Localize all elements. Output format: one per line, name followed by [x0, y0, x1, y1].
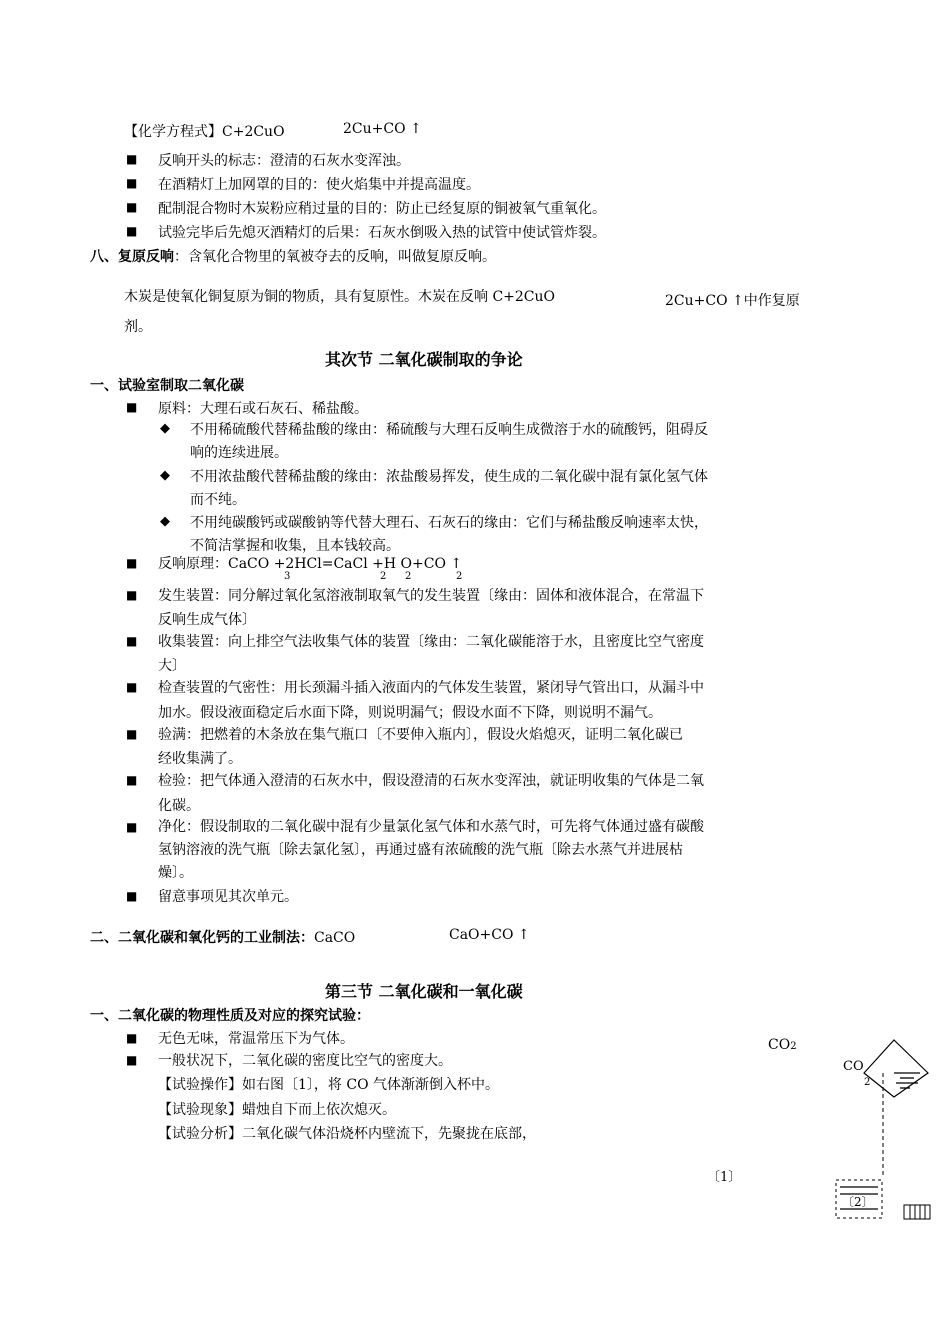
- para-line1: 木炭是使氧化铜复原为铜的物质，具有复原性。木炭在反响 C+2CuO: [124, 289, 556, 305]
- experiment-phenomenon: 【试验现象】蜡烛自下而上依次熄灭。: [158, 1102, 396, 1118]
- bullet-icon: ■: [126, 400, 138, 414]
- para-line1-right: 2Cu+CO ↑中作复原: [665, 293, 800, 309]
- bullet-icon: ■: [126, 556, 138, 570]
- purify-line: 氢钠溶液的洗气瓶〔除去氯化氢〕，再通过盛有浓硫酸的洗气瓶〔除去水蒸气并进展枯: [158, 842, 683, 858]
- collect-line: 大〕: [158, 658, 186, 674]
- heading2-formula: CaCO: [314, 930, 356, 946]
- purify-line: 燥〕。: [158, 865, 193, 881]
- purify-line: 净化：假设制取的二氧化碳中混有少量氯化氢气体和水蒸气时，可先将气体通过盛有碳酸: [158, 819, 704, 835]
- bullet-icon: ■: [126, 200, 138, 214]
- para-line2: 剂。: [124, 319, 152, 335]
- section8-num: 八、: [90, 249, 118, 265]
- bullet-text: 配制混合物时木炭粉应稍过量的目的：防止已经复原的铜被氧气重氧化。: [158, 201, 606, 217]
- section3-heading1: 一、二氧化碳的物理性质及对应的探究试验：: [90, 1008, 370, 1024]
- device-line: 发生装置：同分解过氧化氢溶液制取氧气的发生装置〔缘由：固体和液体混合，在常温下: [158, 588, 704, 604]
- bullet-text: 在酒精灯上加网罩的目的：使火焰集中并提高温度。: [158, 177, 480, 193]
- device-line: 反响生成气体〕: [158, 612, 256, 628]
- bullet-icon: ■: [126, 1031, 138, 1045]
- bullet-icon: ■: [126, 820, 138, 834]
- equation-product: 2Cu+CO ↑: [343, 121, 422, 137]
- bullet-icon: ■: [126, 773, 138, 787]
- reason-line: 而不纯。: [190, 492, 246, 508]
- reason-line: 不简洁掌握和收集，且本钱较高。: [190, 538, 400, 554]
- diamond-icon: ◆: [160, 514, 170, 529]
- collect-line: 收集装置：向上排空气法收集气体的装置〔缘由：二氧化碳能溶于水，且密度比空气密度: [158, 634, 704, 650]
- bullet-icon: ■: [126, 1053, 138, 1067]
- check-line: 检查装置的气密性：用长颈漏斗插入液面内的气体发生装置，紧闭导气管出口，从漏斗中: [158, 680, 704, 696]
- diamond-icon: ◆: [160, 468, 170, 483]
- section8-text: ：含氧化合物里的氧被夺去的反响，叫做复原反响。: [174, 249, 496, 265]
- reaction-principle: 反响原理：CaCO +2HCl=CaCl +H O+CO ↑: [158, 556, 463, 572]
- subscript: 2: [405, 571, 412, 582]
- section2-heading1: 一、试验室制取二氧化碳: [90, 378, 244, 394]
- bullet-text: 反响开头的标志：澄清的石灰水变浑浊。: [158, 153, 410, 169]
- test-line: 检验：把气体通入澄清的石灰水中，假设澄清的石灰水变浑浊，就证明收集的气体是二氧: [158, 773, 704, 789]
- bullet-icon: ■: [126, 634, 138, 648]
- section8-heading: [90, 246, 496, 266]
- heading2-product: CaO+CO ↑: [449, 927, 530, 943]
- check-line: 加水。假设液面稳定后水面下降，则说明漏气；假设水面不下降，则说明不漏气。: [158, 705, 662, 721]
- subscript: 2: [380, 571, 387, 582]
- subscript: 3: [284, 571, 291, 582]
- figure-label-1: 〔1〕: [707, 1170, 742, 1185]
- reason-line: 不用稀硫酸代替稀盐酸的缘由：稀硫酸与大理石反响生成微溶于水的硫酸钙，阻碍反: [190, 422, 708, 438]
- bullet-text: 试验完毕后先熄灭酒精灯的后果：石灰水倒吸入热的试管中使试管炸裂。: [158, 225, 606, 241]
- note: 留意事项见其次单元。: [158, 889, 298, 905]
- reason-line: 响的连续进展。: [190, 445, 288, 461]
- test-line: 化碳。: [158, 798, 200, 814]
- raw-material: 原料：大理石或石灰石、稀盐酸。: [158, 401, 368, 417]
- experiment-op: 【试验操作】如右图〔1〕，将 CO 气体渐渐倒入杯中。: [158, 1077, 499, 1093]
- figure-co-subscript: 2: [864, 1077, 871, 1088]
- full-line: 经收集满了。: [158, 751, 242, 767]
- section8-title: 复原反响: [118, 249, 174, 265]
- figure-co-label: CO: [843, 1059, 864, 1074]
- bullet-icon: ■: [126, 889, 138, 903]
- bullet-icon: ■: [126, 152, 138, 166]
- section3-title: 第三节 二氧化碳和一氧化碳: [325, 982, 523, 1001]
- section2-title: 其次节 二氧化碳制取的争论: [325, 350, 523, 369]
- bullet-icon: ■: [126, 680, 138, 694]
- equation-label: 【化学方程式】C+2CuO: [124, 124, 285, 140]
- heading2-text: 二、二氧化碳和氧化钙的工业制法：: [90, 930, 314, 946]
- subscript: 2: [456, 571, 463, 582]
- figure-co2-label: CO2: [768, 1037, 797, 1053]
- full-line: 验满：把燃着的木条放在集气瓶口〔不要伸入瓶内〕，假设火焰熄灭，证明二氧化碳已: [158, 727, 683, 743]
- bullet-icon: ■: [126, 176, 138, 190]
- bullet-icon: ■: [126, 727, 138, 741]
- bullet-icon: ■: [126, 588, 138, 602]
- diamond-icon: ◆: [160, 421, 170, 436]
- property-line: 一般状况下，二氧化碳的密度比空气的密度大。: [158, 1053, 452, 1069]
- reason-line: 不用浓盐酸代替稀盐酸的缘由：浓盐酸易挥发，使生成的二氧化碳中混有氯化氢气体: [190, 469, 708, 485]
- property-line: 无色无味，常温常压下为气体。: [158, 1031, 354, 1047]
- reason-line: 不用纯碳酸钙或碳酸钠等代替大理石、石灰石的缘由：它们与稀盐酸反响速率太快，: [190, 515, 708, 531]
- experiment-analysis: 【试验分析】二氧化碳气体沿烧杯内壁流下，先聚拢在底部，: [158, 1126, 536, 1142]
- section2-heading2: [90, 927, 355, 947]
- bullet-icon: ■: [126, 224, 138, 238]
- figure-label-2: 〔2〕: [842, 1195, 874, 1209]
